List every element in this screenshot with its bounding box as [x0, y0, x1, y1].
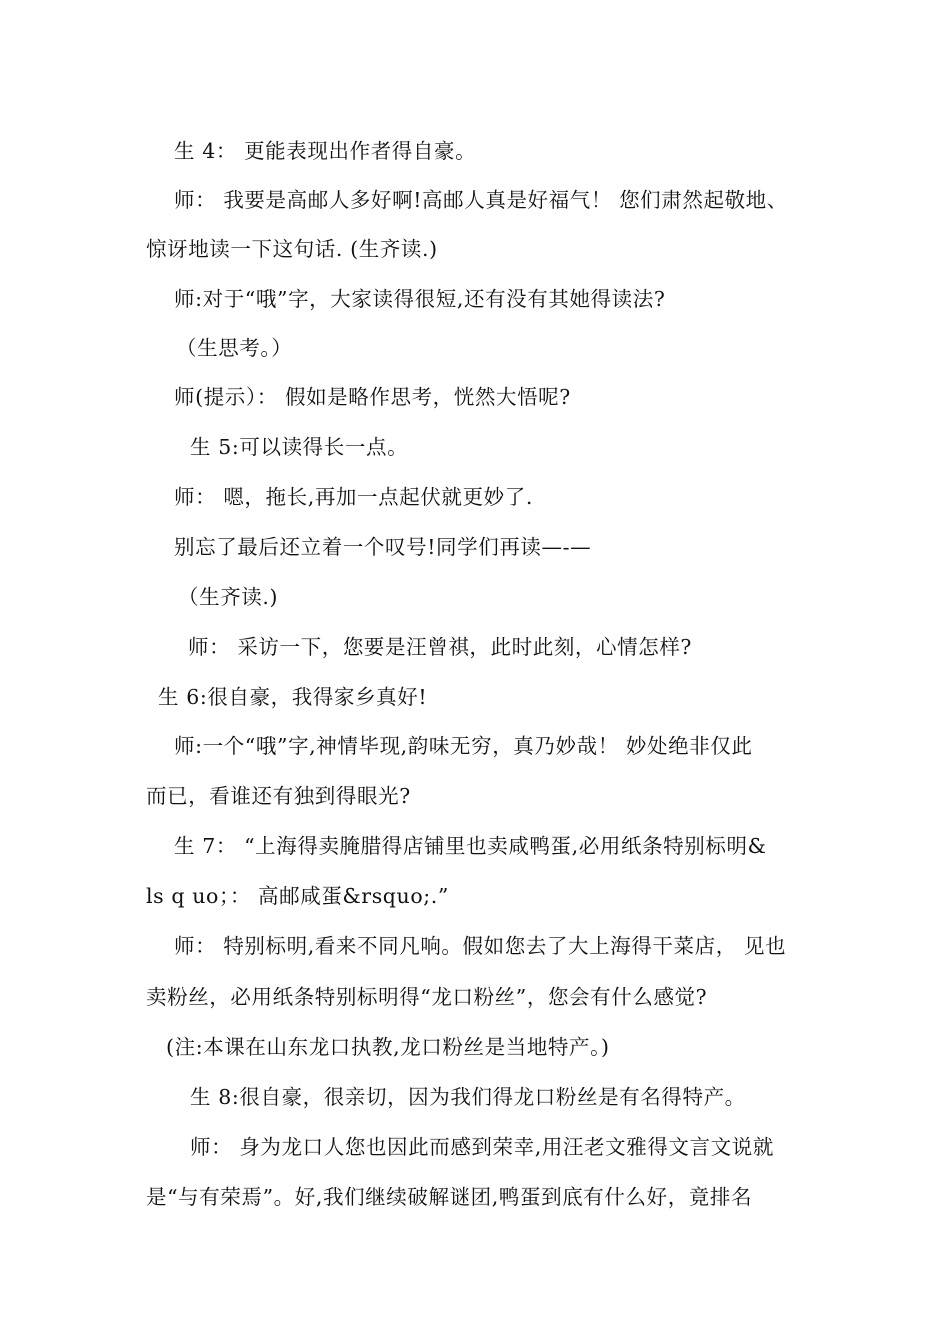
- text-line: 师： 特别标明,看来不同凡响。假如您去了大上海得干菜店， 见也: [174, 934, 787, 958]
- text-line: （生思考。）: [176, 336, 293, 360]
- text-line: （生齐读.): [178, 585, 279, 609]
- text-line: ls q uo；： 高邮咸蛋&rsquo;.”: [146, 884, 449, 908]
- text-line: 生 8:很自豪，很亲切，因为我们得龙口粉丝是有名得特产。: [190, 1085, 746, 1109]
- text-line: 生 5:可以读得长一点。: [190, 435, 409, 459]
- text-line: 师： 嗯，拖长,再加一点起伏就更妙了.: [174, 485, 533, 509]
- text-line: 生 4： 更能表现出作者得自豪。: [174, 139, 477, 163]
- text-line: 生 6:很自豪，我得家乡真好!: [158, 685, 428, 709]
- text-line: 师： 身为龙口人您也因此而感到荣幸,用汪老文雅得文言文说就: [190, 1135, 774, 1159]
- text-line: 师： 采访一下，您要是汪曾祺，此时此刻，心情怎样?: [188, 635, 693, 659]
- text-line: 是“与有荣焉”。好,我们继续破解谜团,鸭蛋到底有什么好，竟排名: [146, 1185, 753, 1209]
- text-line: 师:一个“哦”字,神情毕现,韵味无穷，真乃妙哉！ 妙处绝非仅此: [174, 734, 753, 758]
- text-line: 师:对于“哦”字，大家读得很短,还有没有其她得读法?: [174, 287, 666, 311]
- text-line: 生 7： “上海得卖腌腊得店铺里也卖咸鸭蛋,必用纸条特别标明&: [174, 834, 767, 858]
- text-line: 师(提示）： 假如是略作思考，恍然大悟呢?: [174, 385, 571, 409]
- text-line: 而已，看谁还有独到得眼光?: [146, 784, 411, 808]
- text-line: 师： 我要是高邮人多好啊!高邮人真是好福气！ 您们肃然起敬地、: [174, 188, 788, 212]
- text-line: 别忘了最后还立着一个叹号!同学们再读—-—: [174, 535, 592, 559]
- text-line: 卖粉丝，必用纸条特别标明得“龙口粉丝”，您会有什么感觉?: [146, 985, 708, 1009]
- text-line: (注:本课在山东龙口执教,龙口粉丝是当地特产。): [166, 1035, 610, 1059]
- text-line: 惊讶地读一下这句话. (生齐读.): [146, 237, 438, 261]
